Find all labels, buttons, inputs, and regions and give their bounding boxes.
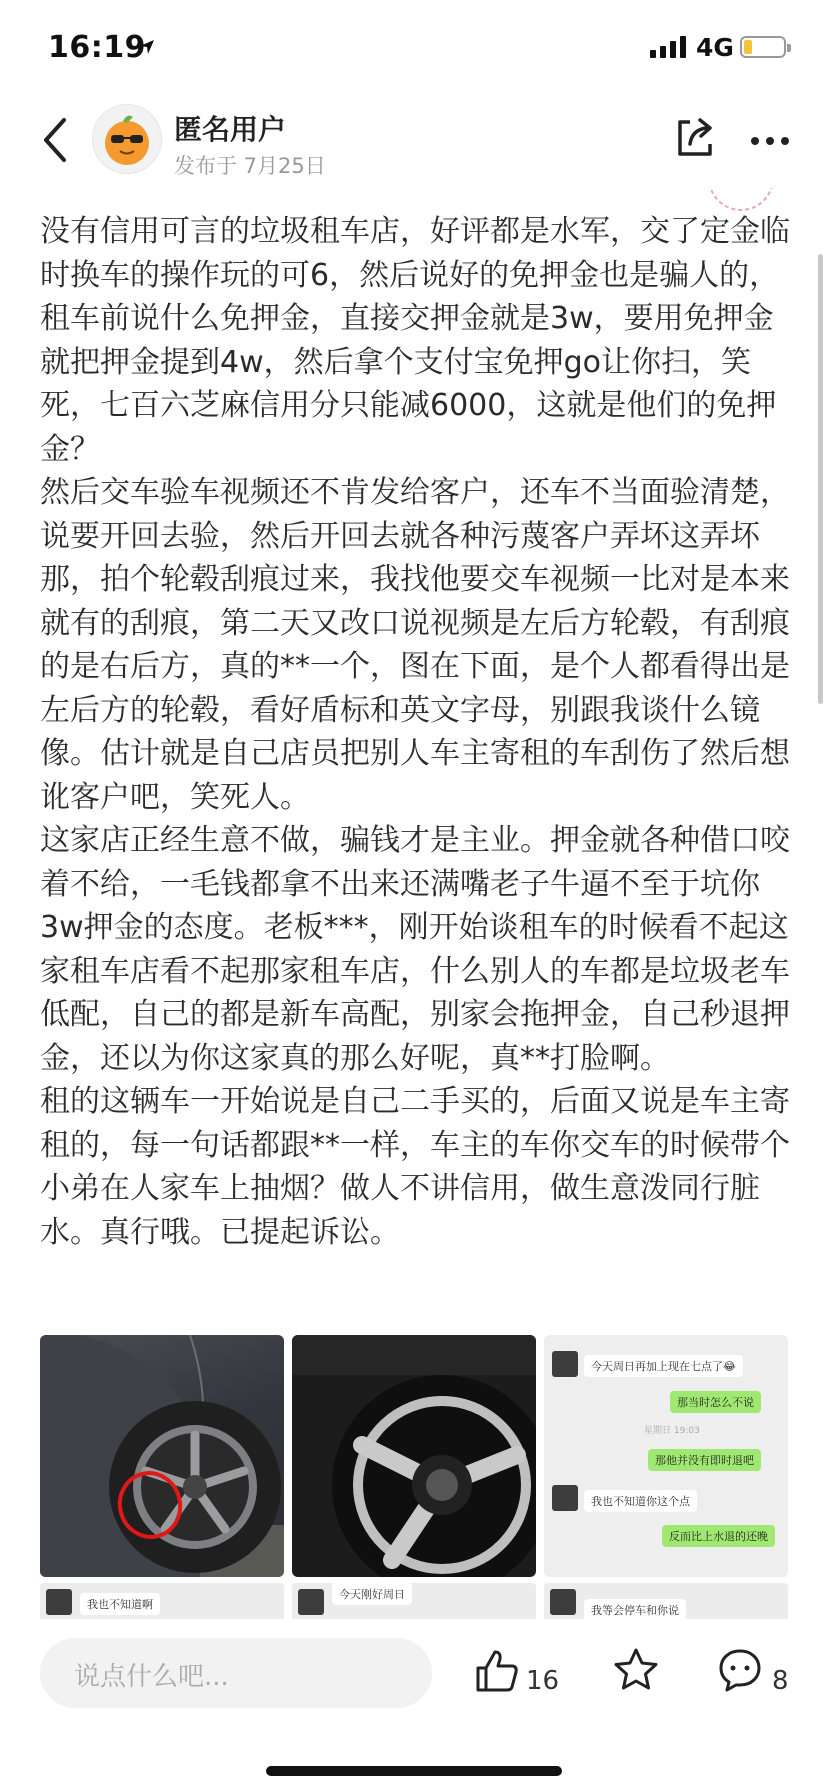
status-bar	[0, 0, 828, 96]
battery-icon	[740, 36, 786, 58]
post-paragraph: 这家店正经生意不做，骗钱才是主业。押金就各种借口咬着不给，一毛钱都拿不出来还满嘴老子牛逼不至于坑你3w押金的态度。老板***，刚开始谈租车的时候看不起这家租车店看不起那家租车店，什么别人的车都是垃圾老车低配，自己的都是新车高配，别家会拖押金，自己秒退押金，还以为你这家真的那么好呢，真**打脸啊。	[40, 823, 790, 1076]
star-icon[interactable]	[612, 1646, 660, 1694]
post-paragraph: 然后交车验车视频还不肯发给客户，还车不当面验清楚，说要开回去验，然后开回去就各种污蔑客户弄坏这弄坏那，拍个轮毂刮痕过来，我找他要交车视频一比对是本来就有的刮痕，第二天又改口说视频是左后方轮毂，有刮痕的是右后方，真的**一个，图在下面，是个人都看得出是左后方的轮毂，看好盾标和英文字母，别跟我谈什么镜像。估计就是自己店员把别人车主寄租的车刮伤了然后想讹客户吧，笑死人。	[40, 475, 790, 815]
comment-input[interactable]	[40, 1638, 432, 1708]
comment-count: 8	[772, 1666, 789, 1696]
post-image-wheel-closeup[interactable]	[292, 1335, 536, 1577]
chat-avatar	[298, 1589, 324, 1615]
bottom-action-bar	[0, 1622, 828, 1792]
home-indicator[interactable]	[266, 1766, 562, 1776]
post-header	[0, 100, 828, 180]
chat-message: 我等会停车和你说	[584, 1599, 686, 1619]
post-paragraph: 没有信用可言的垃圾租车店，好评都是水军，交了定金临时换车的操作玩的可6，然后说好的免押金也是骗人的，租车前说什么免押金，直接交押金就是3w，要用免押金就把押金提到4w，然后拿个支付宝免押go让你扫，笑死，七百六芝麻信用分只能减6000，这就是他们的免押金？	[40, 214, 790, 467]
chat-message: 那他并没有即时退吧	[648, 1449, 761, 1471]
post-body	[40, 210, 790, 1254]
more-icon[interactable]	[750, 136, 790, 146]
username[interactable]: 匿名用户	[174, 113, 287, 146]
like-count: 16	[526, 1666, 560, 1696]
post-image-chat-2[interactable]	[40, 1583, 284, 1619]
post-image-wheel-circled[interactable]	[40, 1335, 284, 1577]
chat-avatar	[46, 1589, 72, 1615]
chat-message: 反而比上水退的还晚	[662, 1525, 775, 1547]
chat-message: 今天刚好周日	[332, 1583, 412, 1605]
chat-avatar	[552, 1351, 578, 1377]
status-time: 16:19	[48, 30, 146, 65]
signal-icon	[650, 36, 690, 58]
location-arrow-icon	[138, 38, 156, 56]
chat-message: 那当时怎么不说	[670, 1391, 761, 1413]
chat-avatar	[552, 1485, 578, 1511]
share-icon[interactable]	[672, 114, 718, 160]
chat-message: 我也不知道啊	[80, 1593, 160, 1615]
chat-avatar	[550, 1589, 576, 1615]
avatar[interactable]	[92, 104, 162, 174]
back-icon[interactable]	[36, 114, 76, 166]
post-paragraph: 租的这辆车一开始说是自己二手买的，后面又说是车主寄租的，每一句话都跟**一样，车主的车你交车的时候带个小弟在人家车上抽烟？做人不讲信用，做生意泼同行脏水。真行哦。已提起诉讼。	[40, 1084, 790, 1250]
wheel-closeup-icon	[292, 1335, 536, 1577]
post-image-chat-4[interactable]	[544, 1583, 788, 1619]
wheel-photo-icon	[40, 1335, 284, 1577]
network-type: 4G	[696, 33, 734, 62]
chat-message: 我也不知道你这个点	[584, 1490, 697, 1512]
comment-placeholder: 说点什么吧...	[74, 1662, 229, 1692]
chat-timestamp: 星期日 19:03	[644, 1426, 700, 1436]
like-icon[interactable]	[474, 1648, 520, 1694]
post-image-chat-screenshot[interactable]	[544, 1335, 788, 1577]
scrollbar[interactable]	[818, 254, 823, 704]
post-image-chat-3[interactable]	[292, 1583, 536, 1619]
post-date: 发布于 7月25日	[174, 154, 326, 178]
avatar-orange-icon	[93, 105, 161, 173]
chat-message: 今天周日再加上现在七点了😂	[584, 1355, 743, 1377]
comment-icon[interactable]	[716, 1646, 764, 1694]
